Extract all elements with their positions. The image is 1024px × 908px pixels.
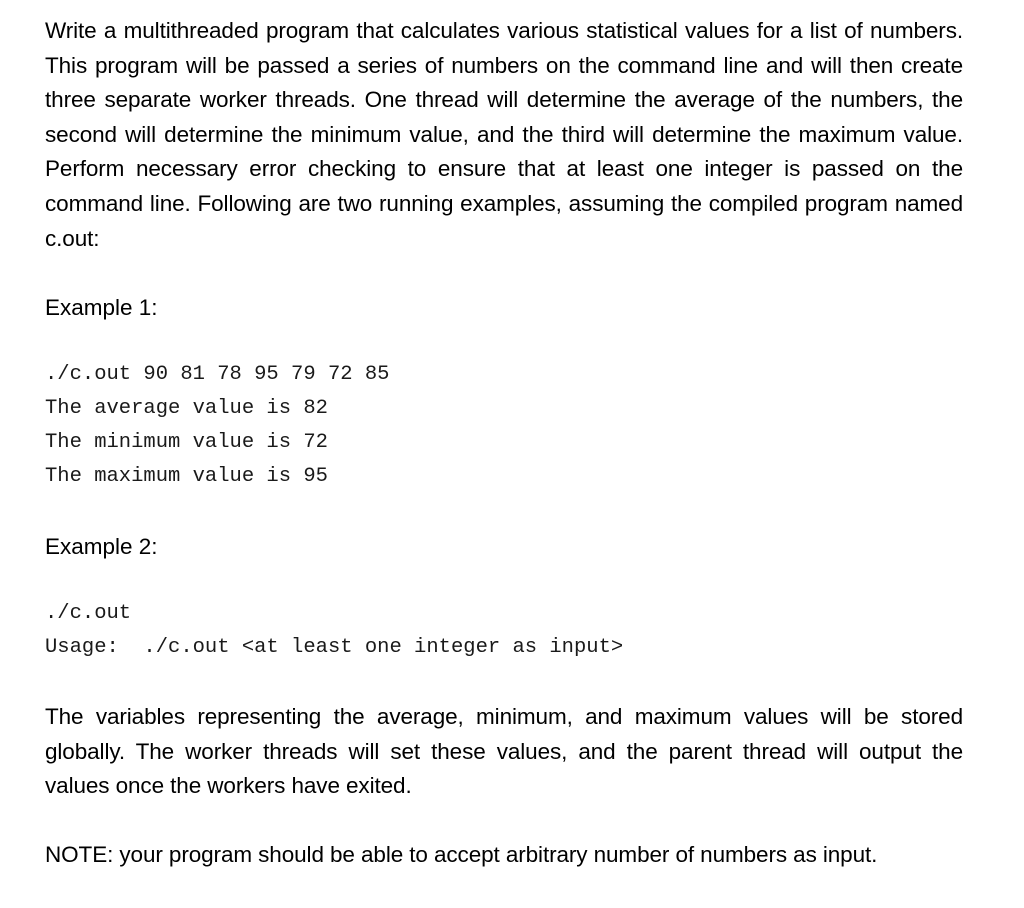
example-1-output-minimum: The minimum value is 72 (45, 431, 328, 455)
example-2-code-block (45, 597, 963, 665)
example-2-usage-message: Usage: ./c.out <at least one integer as input> (45, 636, 624, 660)
globals-paragraph: The variables representing the average, minimum, and maximum values will be stored globally. The worker threads will set these values, and the parent thread will output the values once the workers have exited. (45, 704, 963, 799)
example-2-heading: Example 2: (45, 534, 158, 560)
example-1-code-block (45, 358, 963, 494)
example-1-command: ./c.out 90 81 78 95 79 72 85 (45, 363, 390, 387)
example-2-command: ./c.out (45, 602, 132, 626)
example-1-output-average: The average value is 82 (45, 397, 328, 421)
example-1-heading: Example 1: (45, 295, 158, 321)
intro-paragraph: Write a multithreaded program that calculates various statistical values for a list of numbers. This program will be passed a series of numbers on the command line and will then create three separate worker threads. One thread will determine the average of the numbers, the second will determine the minimum value, and the third will determine the maximum value. Perform necessary error checking to ensure that at least one integer is passed on the command line. Following are two running examples, assuming the compiled program named c.out: (45, 18, 963, 251)
assignment-document (45, 14, 963, 873)
example-1-output-maximum: The maximum value is 95 (45, 465, 328, 489)
note-paragraph: NOTE: your program should be able to accept arbitrary number of numbers as input. (45, 841, 878, 867)
